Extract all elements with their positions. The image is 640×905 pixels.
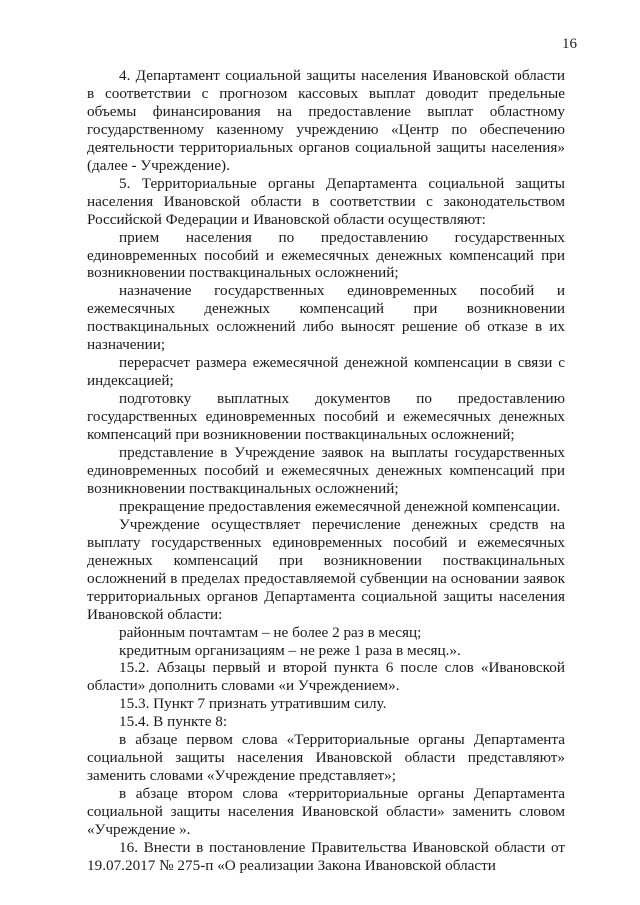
paragraph-16: 16. Внести в постановление Правительства Ивановской области от 19.07.2017 № 275-п «О реализации Закона Ивановской области: [87, 838, 565, 874]
paragraph-assignment: назначение государственных единовременных пособий и ежемесячных денежных компенсаций при возникновении поствакцинальных осложнений либо выносят решение об отказе в их назначении;: [87, 282, 565, 354]
paragraph-post-offices: районным почтамтам – не более 2 раз в месяц;: [119, 623, 422, 641]
page-number: 16: [562, 36, 577, 52]
paragraph-5: 5. Территориальные органы Департамента социальной защиты населения Ивановской области в соответствии с законодательством Российской Федерации и Ивановской области осуществляют:: [87, 174, 565, 228]
paragraph-termination: прекращение предоставления ежемесячной денежной компенсации.: [119, 497, 561, 515]
paragraph-credit-orgs: кредитным организациям – не реже 1 раза в месяц.».: [119, 641, 461, 659]
paragraph-4: 4. Департамент социальной защиты населения Ивановской области в соответствии с прогнозом кассовых выплат доводит предельные объемы финансирования на предоставление выплат областному государственному казенному учреждению «Центр по обеспечению деятельности территориальных органов социальной защиты населения» (далее - Учреждение).: [87, 67, 565, 174]
paragraph-15-4: 15.4. В пункте 8:: [119, 713, 228, 731]
paragraph-15-3: 15.3. Пункт 7 признать утратившим силу.: [119, 695, 387, 713]
paragraph-first-abzac: в абзаце первом слова «Территориальные органы Департамента социальной защиты населения Ивановской области представляют» заменить словами «Учреждение представляет»;: [87, 731, 565, 785]
paragraph-second-abzac: в абзаце втором слова «территориальные органы Департамента социальной защиты населения Ивановской области» заменить словом «Учреждение ».: [87, 785, 565, 839]
paragraph-recalculation: перерасчет размера ежемесячной денежной компенсации в связи с индексацией;: [87, 354, 565, 390]
paragraph-reception: прием населения по предоставлению государственных единовременных пособий и ежемесячных денежных компенсаций при возникновении поствакцинальных осложнений;: [87, 228, 565, 282]
paragraph-15-2: 15.2. Абзацы первый и второй пункта 6 после слов «Ивановской области» дополнить словами «и Учреждением».: [87, 659, 565, 695]
paragraph-submission: представление в Учреждение заявок на выплаты государственных единовременных пособий и ежемесячных денежных компенсаций при возникновении поствакцинальных осложнений;: [87, 444, 565, 497]
document-body: [87, 67, 565, 875]
paragraph-institution-transfer: Учреждение осуществляет перечисление денежных средств на выплату государственных единовременных пособий и ежемесячных денежных компенсаций при возникновении поствакцинальных осложнений в пределах предоставляемой субвенции на основании заявок территориальных органов Департамента социальной защиты населения Ивановской области:: [87, 515, 565, 623]
paragraph-preparation: подготовку выплатных документов по предоставлению государственных единовременных пособий и ежемесячных денежных компенсаций при возникновении поствакцинальных осложнений;: [87, 390, 565, 444]
